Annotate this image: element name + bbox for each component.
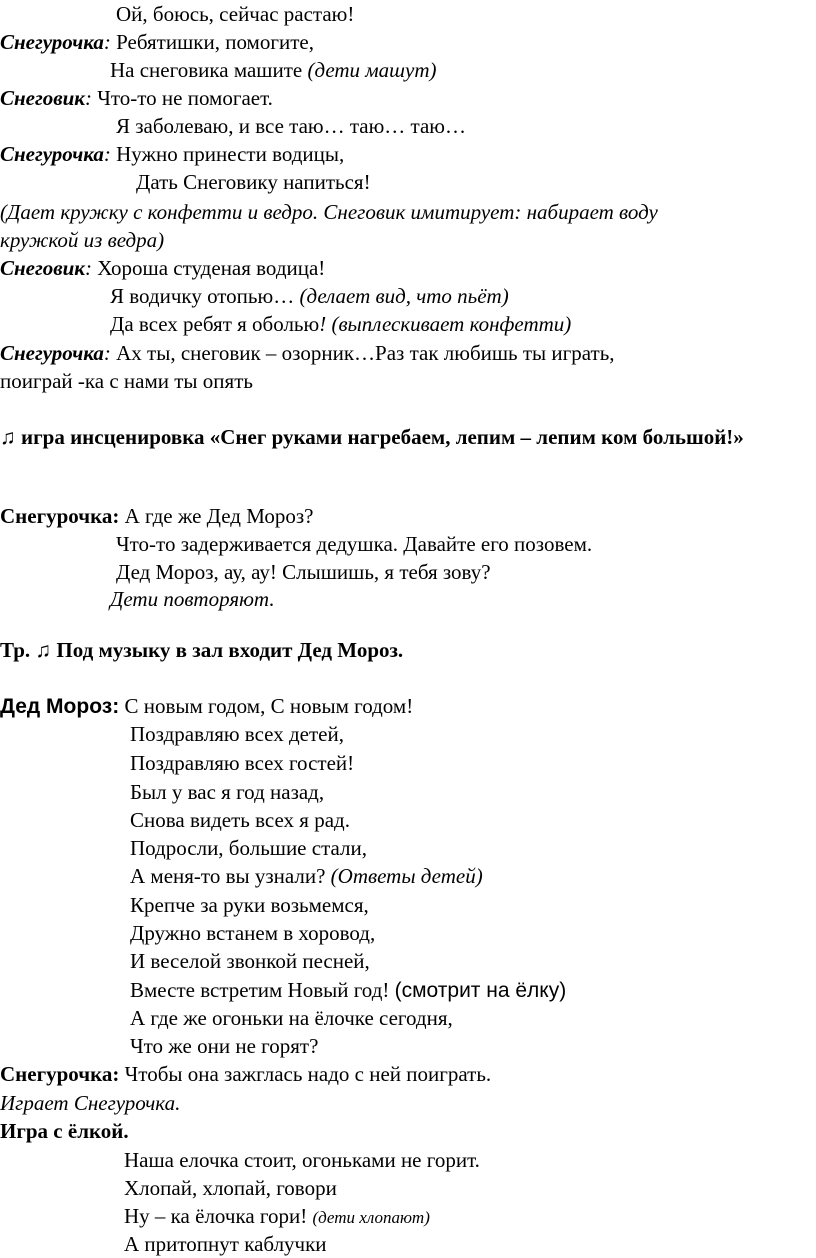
line — [130, 749, 354, 777]
line-text: Дружно встанем в хоровод, — [130, 921, 376, 945]
line-text: Поздравляю всех гостей! — [130, 751, 355, 775]
line-text: Снегурочка: — [0, 1062, 120, 1086]
line-text: Хлопай, хлопай, говори — [124, 1176, 337, 1200]
line — [110, 310, 571, 338]
line — [116, 530, 592, 558]
line-text: Снеговик — [0, 86, 85, 110]
line — [130, 834, 367, 862]
line — [124, 1146, 480, 1174]
line — [116, 112, 466, 140]
line-text: Снеговик — [0, 256, 85, 280]
line — [130, 720, 344, 748]
line-text: Дать Снеговику напиться! — [136, 170, 371, 194]
line-text: : — [103, 142, 111, 166]
line — [0, 367, 253, 395]
line-text: Поздравляю всех детей, — [130, 722, 344, 746]
line — [0, 1117, 129, 1145]
line — [130, 919, 375, 947]
line — [0, 226, 164, 254]
line-text: : — [103, 30, 111, 54]
line — [0, 1089, 180, 1117]
line-text: Я заболеваю, и все таю… таю… таю… — [116, 114, 466, 138]
line — [130, 862, 483, 890]
line-text: Что-то не помогает. — [91, 86, 273, 110]
line — [130, 1032, 318, 1060]
line-text: Ой, боюсь, сейчас растаю! — [116, 2, 355, 26]
line-text: А меня-то вы узнали? — [130, 864, 331, 888]
line-text: : — [84, 256, 92, 280]
line-text: : — [84, 86, 92, 110]
line-text: ! (выплескивает конфетти) — [319, 312, 572, 336]
line — [0, 198, 658, 226]
line-text: (смотрит на ёлку) — [394, 979, 567, 1002]
line-text: Игра с ёлкой. — [0, 1119, 129, 1143]
line-text: Дед Мороз: — [0, 695, 120, 718]
line-text: Подросли, большие стали, — [130, 836, 367, 860]
line-text: (дети хлопают) — [312, 1208, 430, 1227]
line-text: Крепче за руки возьмемся, — [130, 893, 369, 917]
line-text: Снегурочка — [0, 142, 104, 166]
line — [0, 254, 325, 282]
line — [0, 339, 615, 367]
line-text: поиграй -ка с нами ты опять — [0, 369, 253, 393]
line-text: Что же они не горят? — [130, 1034, 319, 1058]
line-text: (дети машут) — [307, 58, 437, 82]
line-text: Снегурочка — [0, 341, 104, 365]
line-text: Тр. ♫ Под музыку в зал входит Дед Мороз. — [0, 638, 404, 662]
line — [130, 976, 566, 1004]
line-text: Ну – ка ёлочка гори! — [124, 1204, 313, 1228]
line-text: Ребятишки, помогите, — [110, 30, 314, 54]
line-text: Ах ты, снеговик – озорник…Раз так любишь ты играть, — [110, 341, 615, 365]
line-text: А где же Дед Мороз? — [119, 504, 314, 528]
line-text: А притопнут каблучки — [124, 1232, 327, 1256]
line-text: (Ответы детей) — [330, 864, 483, 888]
line-text: Играет Снегурочка. — [0, 1091, 181, 1115]
line-text: (делает вид, что пьёт) — [299, 284, 509, 308]
line — [130, 1004, 453, 1032]
line-text: Был у вас я год назад, — [130, 780, 325, 804]
line-text: (Дает кружку с конфетти и ведро. Снеговик имитирует: набирает воду — [0, 200, 658, 224]
line — [130, 891, 369, 919]
line — [136, 168, 371, 196]
line — [124, 1174, 337, 1202]
line — [110, 585, 275, 613]
line-text: Дед Мороз, ау, ау! Слышишь, я тебя зову? — [116, 560, 491, 584]
line — [130, 947, 370, 975]
line — [116, 0, 354, 28]
line-text: Снегурочка: — [0, 504, 120, 528]
line — [0, 636, 403, 664]
line-text: Да всех ребят я оболью — [110, 312, 320, 336]
line — [124, 1202, 430, 1230]
line — [130, 778, 324, 806]
line — [0, 692, 413, 720]
line — [130, 806, 350, 834]
line — [0, 1060, 491, 1088]
line-text: Вместе встретим Новый год! — [130, 978, 395, 1002]
line-text: Дети повторяют. — [110, 587, 275, 611]
song-heading: ♫ игра инсценировка «Снег руками нагребаем, лепим – лепим ком большой!» — [0, 425, 744, 449]
line-text: Хороша студеная водица! — [91, 256, 326, 280]
line-text: Чтобы она зажглась надо с ней поиграть. — [119, 1062, 492, 1086]
line — [124, 1230, 327, 1258]
line — [0, 84, 273, 112]
line — [0, 502, 314, 530]
line-text: : — [103, 341, 111, 365]
line-text: А где же огоньки на ёлочке сегодня, — [130, 1006, 453, 1030]
line-text: Снова видеть всех я рад. — [130, 808, 350, 832]
line-text: Что-то задерживается дедушка. Давайте его позовем. — [116, 532, 593, 556]
line — [116, 558, 491, 586]
line — [0, 140, 344, 168]
line — [110, 56, 437, 84]
line-text: Я водичку отопью… — [110, 284, 300, 308]
line-text: С новым годом, С новым годом! — [119, 694, 414, 718]
line — [110, 282, 509, 310]
line-text: Наша елочка стоит, огоньками не горит. — [124, 1148, 480, 1172]
line — [0, 28, 314, 56]
line-text: кружкой из ведра) — [0, 228, 165, 252]
line-text: Нужно принести водицы, — [110, 142, 345, 166]
line-text: Снегурочка — [0, 30, 104, 54]
line-text: На снеговика машите — [110, 58, 308, 82]
line-text: И веселой звонкой песней, — [130, 949, 370, 973]
